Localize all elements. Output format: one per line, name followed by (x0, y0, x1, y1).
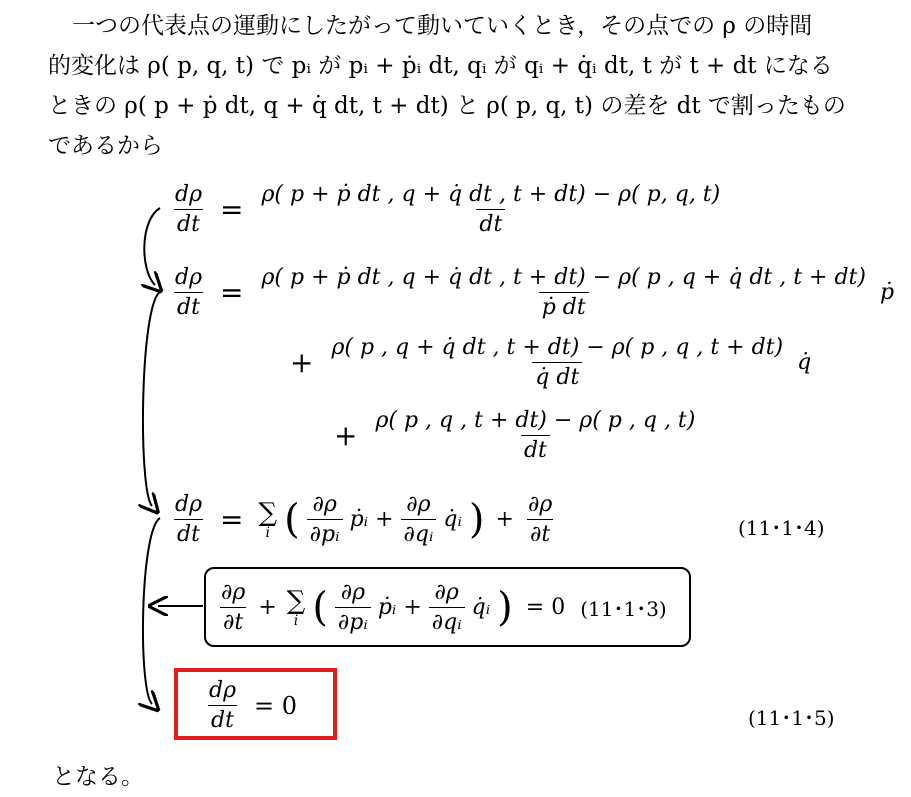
eq3-plus-2: + (495, 507, 514, 532)
eq2-term2-plus: + (290, 346, 314, 379)
paragraph-line-1: 一つの代表点の運動にしたがって動いていくとき，その点での ρ の時間 (72, 13, 813, 39)
eq1-rhs-den: dt (476, 209, 505, 237)
eq3-dp-num: ∂ρ (312, 492, 337, 517)
box-dp-fraction (335, 580, 371, 635)
box-equals-zero: = 0 (525, 595, 566, 620)
box-sum-index: i (293, 612, 299, 629)
paragraph-line-4: であるから (48, 133, 163, 159)
eq2-term2-multiplier: q̇ (797, 350, 812, 375)
box-left-paren: ( (312, 584, 328, 631)
box-dp-den: ∂pᵢ (335, 607, 371, 635)
eq3-lhs-fraction (172, 492, 205, 547)
eq2-equals: = (220, 276, 244, 309)
box-right-paren: ) (497, 584, 513, 631)
equation-2-term-2 (282, 335, 811, 390)
eq2-lhs-num: dρ (175, 265, 203, 290)
box-sum-symbol: ∑ (286, 585, 306, 616)
eq-tag-11-1-5: (11･1･5) (748, 706, 835, 730)
eq1-rhs-fraction (259, 182, 724, 237)
eq1-lhs-fraction (172, 182, 205, 237)
paragraph-line-2: 的変化は ρ( p, q, t) で pᵢ が pᵢ + ṗᵢ dt, qᵢ が qᵢ + q̇ᵢ dt, t が t + dt になる (48, 53, 833, 79)
box-qdot: q̇ᵢ (471, 595, 491, 620)
box-pdot: ṗᵢ (377, 595, 397, 620)
eq2-term3-plus: + (334, 419, 358, 452)
eq2-term2-num: ρ( p , q + q̇ dt , t + dt) − ρ( p , q , t + dt) (331, 335, 784, 360)
eq3-sum-index: i (265, 524, 271, 541)
boxed-equation (218, 580, 667, 635)
eq3-sum (258, 497, 278, 541)
eq1-rhs-num: ρ( p + ṗ dt , q + q̇ dt , t + dt) − ρ( p, q, t) (261, 182, 721, 207)
eq3-equals: = (220, 503, 244, 536)
box-plus-1: + (258, 595, 277, 620)
paragraph-line-3: ときの ρ( p + ṗ dt, q + q̇ dt, t + dt) と ρ( p, q, t) の差を dt で割ったもの (48, 93, 846, 119)
eq-tag-11-1-4: (11･1･4) (738, 516, 825, 540)
box-dq-num: ∂ρ (434, 580, 459, 605)
eq2-term1-den: ṗ dt (539, 292, 589, 320)
eq3-dt-num: ∂ρ (527, 492, 553, 517)
eq2-term1-multiplier: ṗ (879, 280, 895, 305)
eq2-lhs-den: dt (174, 292, 203, 320)
eq2-lhs-fraction (172, 265, 205, 320)
eq3-right-paren: ) (468, 496, 485, 543)
box-dq-den: ∂qᵢ (429, 607, 465, 635)
eq3-sum-symbol: ∑ (258, 497, 278, 528)
eq3-pdot: ṗᵢ (349, 507, 369, 532)
eq3-lhs-num: dρ (175, 492, 203, 517)
eq3-dt-den: ∂t (527, 519, 553, 547)
box-dp-num: ∂ρ (340, 580, 366, 605)
eq3-dp-den: ∂pᵢ (307, 519, 343, 547)
result-lhs-fraction (206, 678, 239, 733)
eq2-term3-fraction (372, 408, 698, 463)
box-dt-fraction (218, 580, 248, 635)
box-dq-fraction (429, 580, 465, 635)
eq3-dt-fraction (525, 492, 555, 547)
eq2-term2-fraction (328, 335, 786, 390)
eq1-equals: = (220, 193, 244, 226)
eq3-lhs-den: dt (174, 519, 203, 547)
result-equals-zero: = 0 (254, 691, 298, 720)
arrow-1-to-2 (144, 208, 160, 285)
eq3-dq-fraction (401, 492, 437, 547)
arrow-3-to-5 (143, 518, 160, 704)
box-sum (286, 585, 306, 629)
eq3-qdot: q̇ᵢ (443, 507, 462, 532)
eq1-lhs-den: dt (174, 209, 203, 237)
closing-text: となる。 (52, 764, 144, 790)
eq1-lhs-num: dρ (175, 182, 203, 207)
box-dt-num: ∂ρ (221, 580, 246, 605)
eq2-term1-fraction (259, 265, 869, 320)
result-lhs-num: dρ (209, 678, 237, 703)
arrow-2-to-3 (143, 292, 160, 506)
box-plus-2: + (403, 595, 422, 620)
equation-1 (172, 182, 723, 237)
eq-tag-11-1-3: (11･1･3) (580, 597, 667, 621)
eq3-dp-fraction (307, 492, 343, 547)
equation-2-term-1 (172, 265, 894, 320)
equation-3 (172, 492, 555, 547)
eq3-left-paren: ( (284, 496, 300, 543)
result-equation (206, 678, 305, 733)
eq3-dq-num: ∂ρ (406, 492, 431, 517)
eq2-term3-den: dt (521, 435, 550, 463)
result-lhs-den: dt (208, 705, 237, 733)
equation-2-term-3 (326, 408, 698, 463)
eq2-term1-num: ρ( p + ṗ dt , q + q̇ dt , t + dt) − ρ( p , q + q̇ dt , t + dt) (261, 265, 866, 290)
eq3-plus-1: + (375, 507, 394, 532)
eq3-dq-den: ∂qᵢ (401, 519, 437, 547)
eq2-term2-den: q̇ dt (532, 362, 582, 390)
box-dt-den: ∂t (220, 607, 246, 635)
eq2-term3-num: ρ( p , q , t + dt) − ρ( p , q , t) (375, 408, 696, 433)
